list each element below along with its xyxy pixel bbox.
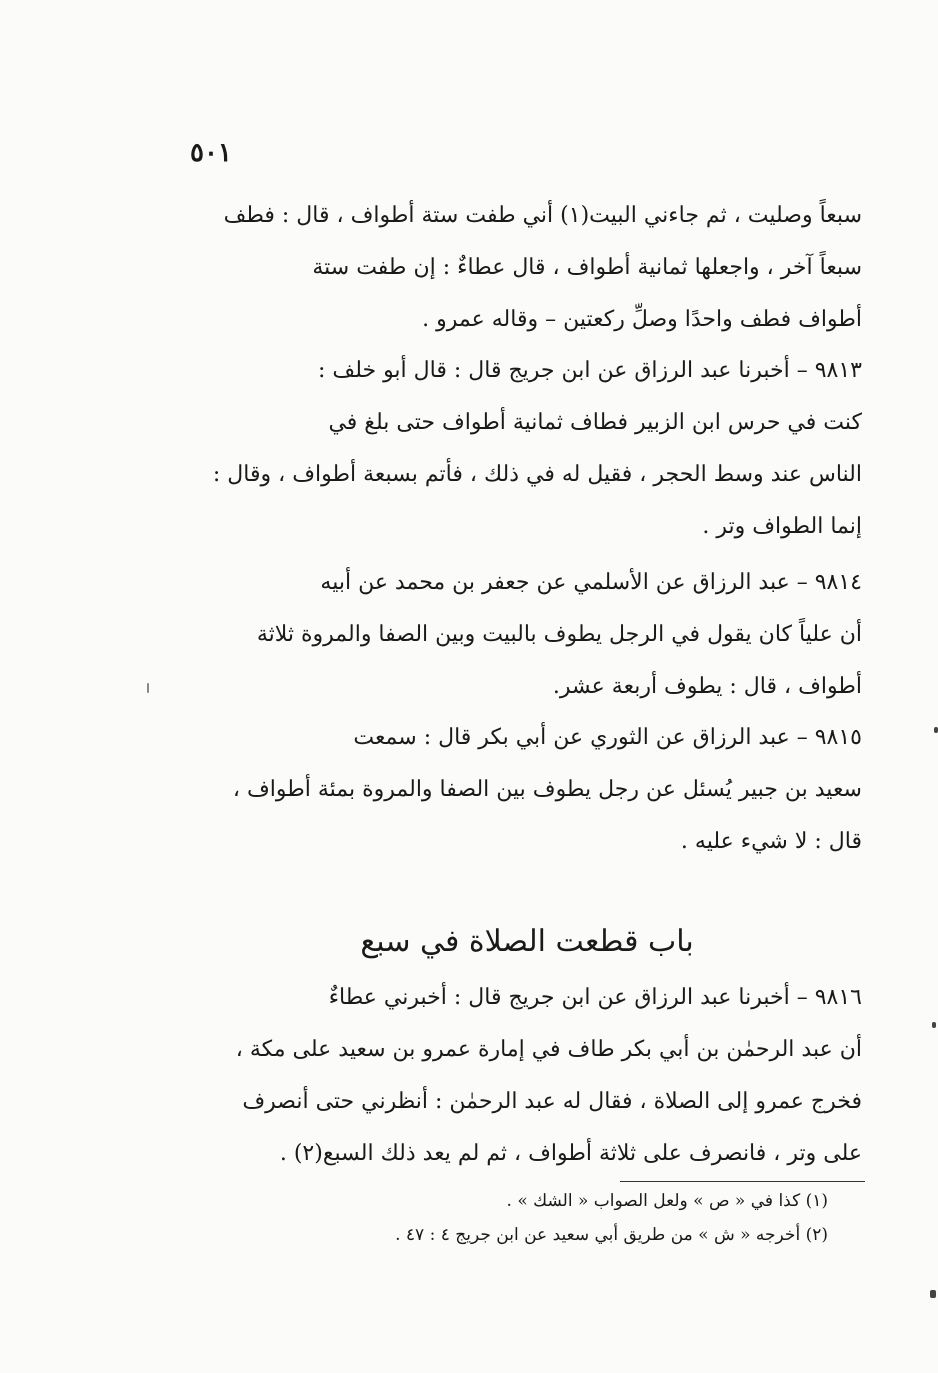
- text-line: ٩٨١٤ – عبد الرزاق عن الأسلمي عن جعفر بن محمد عن أبيه: [320, 570, 862, 595]
- text-line: على وتر ، فانصرف على ثلاثة أطواف ، ثم لم يعد ذلك السبع(٢) .: [279, 1141, 862, 1166]
- text-line: سبعاً آخر ، واجعلها ثمانية أطواف ، قال عطاءٌ : إن طفت ستة: [312, 255, 862, 280]
- hadith-9816: [192, 972, 862, 1180]
- text-line: الناس عند وسط الحجر ، فقيل له في ذلك ، فأتم بسبعة أطواف ، وقال :: [212, 462, 862, 487]
- footnotes: [330, 1184, 828, 1252]
- hadith-9814: [192, 557, 862, 713]
- text-line: أطواف ، قال : يطوف أربعة عشر.: [552, 674, 862, 699]
- scan-speck: [932, 1022, 936, 1028]
- text-line: فخرج عمرو إلى الصلاة ، فقال له عبد الرحمٰن : أنظرني حتى أنصرف: [242, 1089, 862, 1114]
- paragraph-continuation: [192, 190, 862, 346]
- text-line: سبعاً وصليت ، ثم جاءني البيت(١) أني طفت ستة أطواف ، قال : فطف: [223, 203, 862, 228]
- text-line: أن علياً كان يقول في الرجل يطوف بالبيت وبين الصفا والمروة ثلاثة: [256, 622, 862, 647]
- text-line: إنما الطواف وتر .: [702, 514, 862, 539]
- hadith-9815: [192, 712, 862, 868]
- text-line: قال : لا شيء عليه .: [680, 829, 862, 854]
- text-line: ٩٨١٥ – عبد الرزاق عن الثوري عن أبي بكر قال : سمعت: [353, 725, 862, 750]
- scan-speck: [934, 727, 938, 733]
- text-line: أن عبد الرحمٰن بن أبي بكر طاف في إمارة عمرو بن سعيد على مكة ،: [235, 1037, 862, 1062]
- text-line: سعيد بن جبير يُسئل عن رجل يطوف بين الصفا والمروة بمئة أطواف ،: [232, 777, 862, 802]
- text-line: كنت في حرس ابن الزبير فطاف ثمانية أطواف حتى بلغ في: [328, 410, 862, 435]
- page-number: ٥٠١: [190, 138, 232, 168]
- text-line: ٩٨١٦ – أخبرنا عبد الرزاق عن ابن جريج قال : أخبرني عطاءٌ: [328, 985, 862, 1010]
- footnote-separator: [620, 1181, 865, 1182]
- scan-speck: [930, 1290, 936, 1298]
- chapter-heading: باب قطعت الصلاة في سبع: [360, 924, 694, 959]
- footnote: (١) كذا في « ص » ولعل الصواب « الشك » .: [506, 1191, 828, 1211]
- text-line: ٩٨١٣ – أخبرنا عبد الرزاق عن ابن جريج قال : قال أبو خلف :: [318, 358, 862, 383]
- scan-speck: [147, 683, 149, 693]
- footnote: (٢) أخرجه « ش » من طريق أبي سعيد عن ابن جريج ٤ : ٤٧ .: [395, 1225, 828, 1245]
- hadith-9813: [192, 345, 862, 553]
- text-line: أطواف فطف واحدًا وصلِّ ركعتين – وقاله عمرو .: [422, 307, 862, 332]
